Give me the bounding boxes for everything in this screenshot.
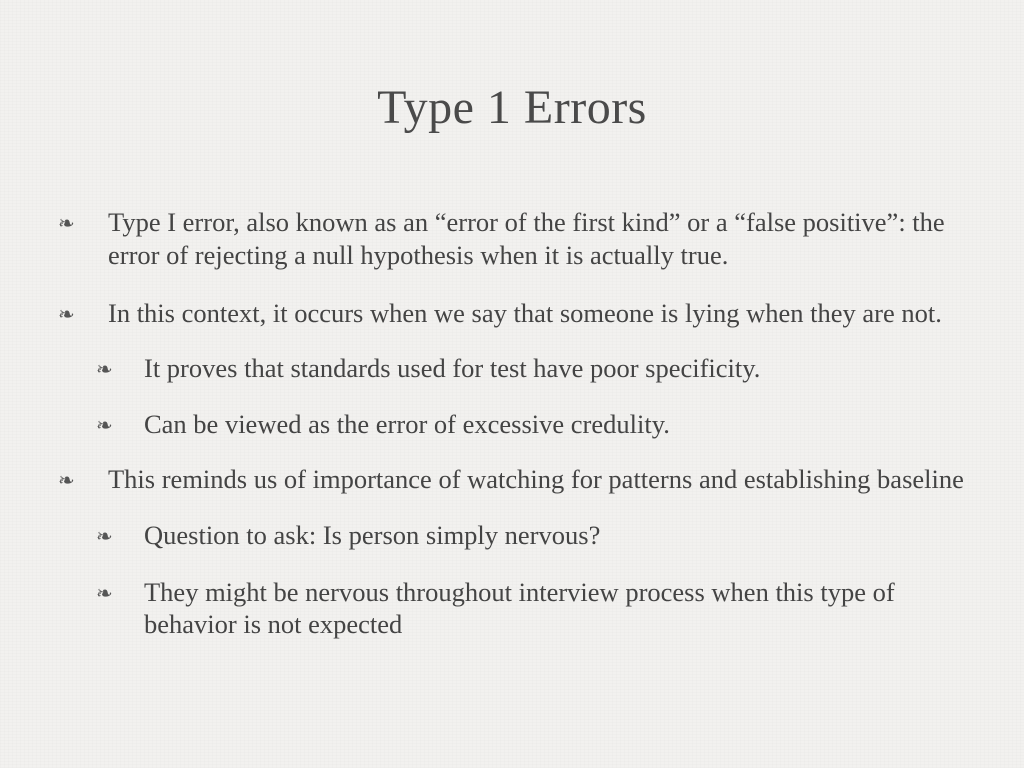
- slide-title: Type 1 Errors: [377, 81, 647, 134]
- fleuron-bullet-icon: ❧: [58, 469, 75, 492]
- bullet-item: [58, 297, 964, 330]
- sub-bullet-item: [96, 352, 964, 385]
- bullet-text: This reminds us of importance of watching for patterns and establishing baseline: [108, 463, 964, 494]
- sub-bullet-text: Can be viewed as the error of excessive credulity.: [144, 409, 670, 439]
- bullet-text: In this context, it occurs when we say that someone is lying when they are not.: [108, 298, 942, 328]
- sub-bullet-text: They might be nervous throughout interview process when this type of behavior is not expected: [144, 576, 895, 639]
- fleuron-bullet-icon: ❧: [96, 358, 113, 381]
- bullet-item: [58, 463, 964, 496]
- sub-bullet-item: [96, 576, 964, 641]
- bullet-item: [58, 206, 964, 271]
- sub-bullet-text: It proves that standards used for test have poor specificity.: [144, 352, 761, 383]
- fleuron-bullet-icon: ❧: [58, 304, 75, 326]
- bullet-list: [0, 206, 1024, 641]
- bullet-text: Type I error, also known as an “error of the first kind” or a “false positive”: the error of rejecting a null hypothesis when it is actually true.: [108, 207, 945, 270]
- sub-bullet-text: Question to ask: Is person simply nervous?: [144, 520, 601, 550]
- fleuron-bullet-icon: ❧: [58, 213, 75, 235]
- fleuron-bullet-icon: ❧: [96, 415, 113, 437]
- sub-bullet-item: [96, 519, 964, 552]
- sub-bullet-item: [96, 408, 964, 441]
- fleuron-bullet-icon: ❧: [96, 526, 113, 548]
- fleuron-bullet-icon: ❧: [96, 582, 113, 605]
